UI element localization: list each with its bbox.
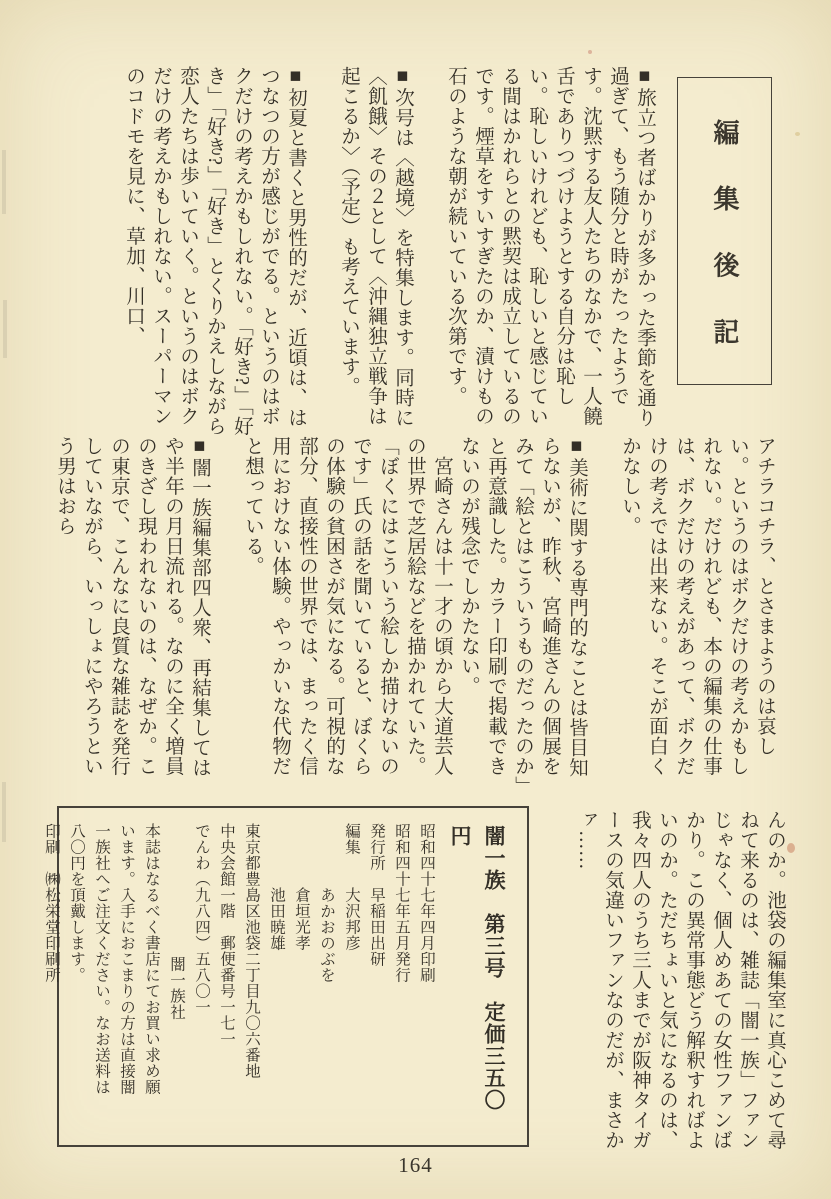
publisher-line (364, 823, 389, 1130)
page-number: 164 (398, 1153, 433, 1177)
address-line-2: 中央会館一階 郵便番号一七一 (218, 823, 235, 1047)
editorial-section-fans: んのか。池袋の編集室に真心こめて尋ねて来るのは、雑誌「闇一族」ファンじゃなく、個人めあての女性ファンばかり。この異常事態どう解釈すればよいのか。ただちょいと気になるのは、我々四人のうち三人までが阪神タイガースの気違いファンなのだが、まさかァ…… (575, 810, 785, 1150)
paper-edge-artifact (2, 782, 6, 842)
editor-name: あかおのぶを (318, 886, 335, 983)
printer-label: 印刷 (43, 823, 60, 855)
page-title: 編集後記 (710, 118, 739, 384)
magazine-title-line: 闇一族 第三号 定価三五〇円 (448, 825, 506, 1111)
company-name: 闇一族社 (168, 956, 185, 1021)
published-date: 昭和四十七年五月発行 (393, 823, 410, 983)
purchase-notice: 本誌はなるべく書店にてお買い求め願います。入手におこまりの方は直接闇一族社へご注文ください。なお送料は八〇円を頂戴します。 (68, 823, 160, 1095)
colophon-content (43, 823, 511, 1130)
editorial-title-box (677, 77, 772, 385)
editorial-top-band (25, 66, 658, 438)
editorial-section-staff: ■闇一族編集部四人衆、再結集してはや半年の月日流れる。なのに全く増員のきざし現われないのは、なぜか。この東京で、こんなに良質な雑誌を発行していながら、いっしょにやろうという男はおら (54, 436, 210, 778)
colophon-box (43, 806, 529, 1147)
paper-edge-artifact (2, 150, 6, 214)
phone-line: でんわ（九八四）五八〇一 (193, 823, 210, 1015)
editor-name: 池田暁雄 (268, 886, 285, 951)
editorial-middle-band (25, 436, 778, 794)
printed-date: 昭和四十七年四月印刷 (418, 823, 435, 983)
editorial-section-next-issue: ■次号は〈越境〉を特集します。同時に〈飢餓〉その２として〈沖縄独立戦争は起こるか〉（予定）も考えています。 (338, 66, 413, 428)
paper-stain (795, 132, 800, 136)
publisher-label: 発行所 (368, 823, 385, 871)
editorial-section-early-summer: ■初夏と書くと男性的だが、近頃は、はつなつの方が感じがでる。というのはボクだけの考えかもしれない。「好き?」「好き」「好き?」「好き」とくりかえしながら恋人たちは歩いていく。というのはボクだけの考えかもしれない。スーパーマンのコドモを見に、草加、川口、 (123, 66, 306, 436)
editors-label: 編集 (343, 823, 360, 855)
editor-name: 大沢邦彦 (343, 887, 360, 951)
editorial-bottom-band (545, 810, 788, 1166)
editor-name: 倉垣光孝 (293, 886, 310, 951)
printer-name: ㈱松栄堂印刷所 (43, 871, 60, 983)
editors-line (339, 823, 364, 1130)
editorial-section-miyazaki: 宮崎さんは十一才の頃から大道芸人の世界で芝居絵などを描かれていた。「ぼくにはこういう絵しか描けないのです」氏の話を聞いていると、ぼくらの体験の貧困さが気になる。可視的な部分、直接性の世界では、まったく信用におけない体験。やっかいな代物だと想っている。 (242, 436, 452, 776)
editorial-section-wandering: アチラコチラ、とさまようのは哀しい。というのはボクだけの考えかもしれない。だけれども、本の編集の仕事は、ボクだけの考えがあって、ボクだけの考えでは出来ない。そこが面白くかなしい。 (619, 436, 775, 776)
paper-edge-artifact (3, 300, 7, 358)
editorial-section-art: ■美術に関する専門的なことは皆目知らないが、昨秋、宮崎進さんの個展をみて「絵とはこういうものだったのか」と再意識した。カラー印刷で掲載できないのが残念でしかたない。 (458, 436, 587, 787)
printer-line (39, 823, 64, 1130)
editorial-section-departure: ■旅立つ者ばかりが多かった季節を通り過ぎて、もう随分と時がたったようです。沈黙する友人たちのなかで、一人饒舌でありつづけようとする自分は恥しい。恥しいけれども、恥しいと感じている間はかれらとの黙契は成立しているのです。煙草をすいすぎたのか、漬けもの石のような朝が続いている次第です。 (445, 66, 655, 428)
address-line-1: 東京都豊島区池袋二丁目九〇六番地 (243, 823, 260, 1079)
paper-stain (588, 50, 592, 54)
paper-stain (787, 843, 795, 853)
publisher-name: 早稲田出研 (368, 887, 385, 967)
